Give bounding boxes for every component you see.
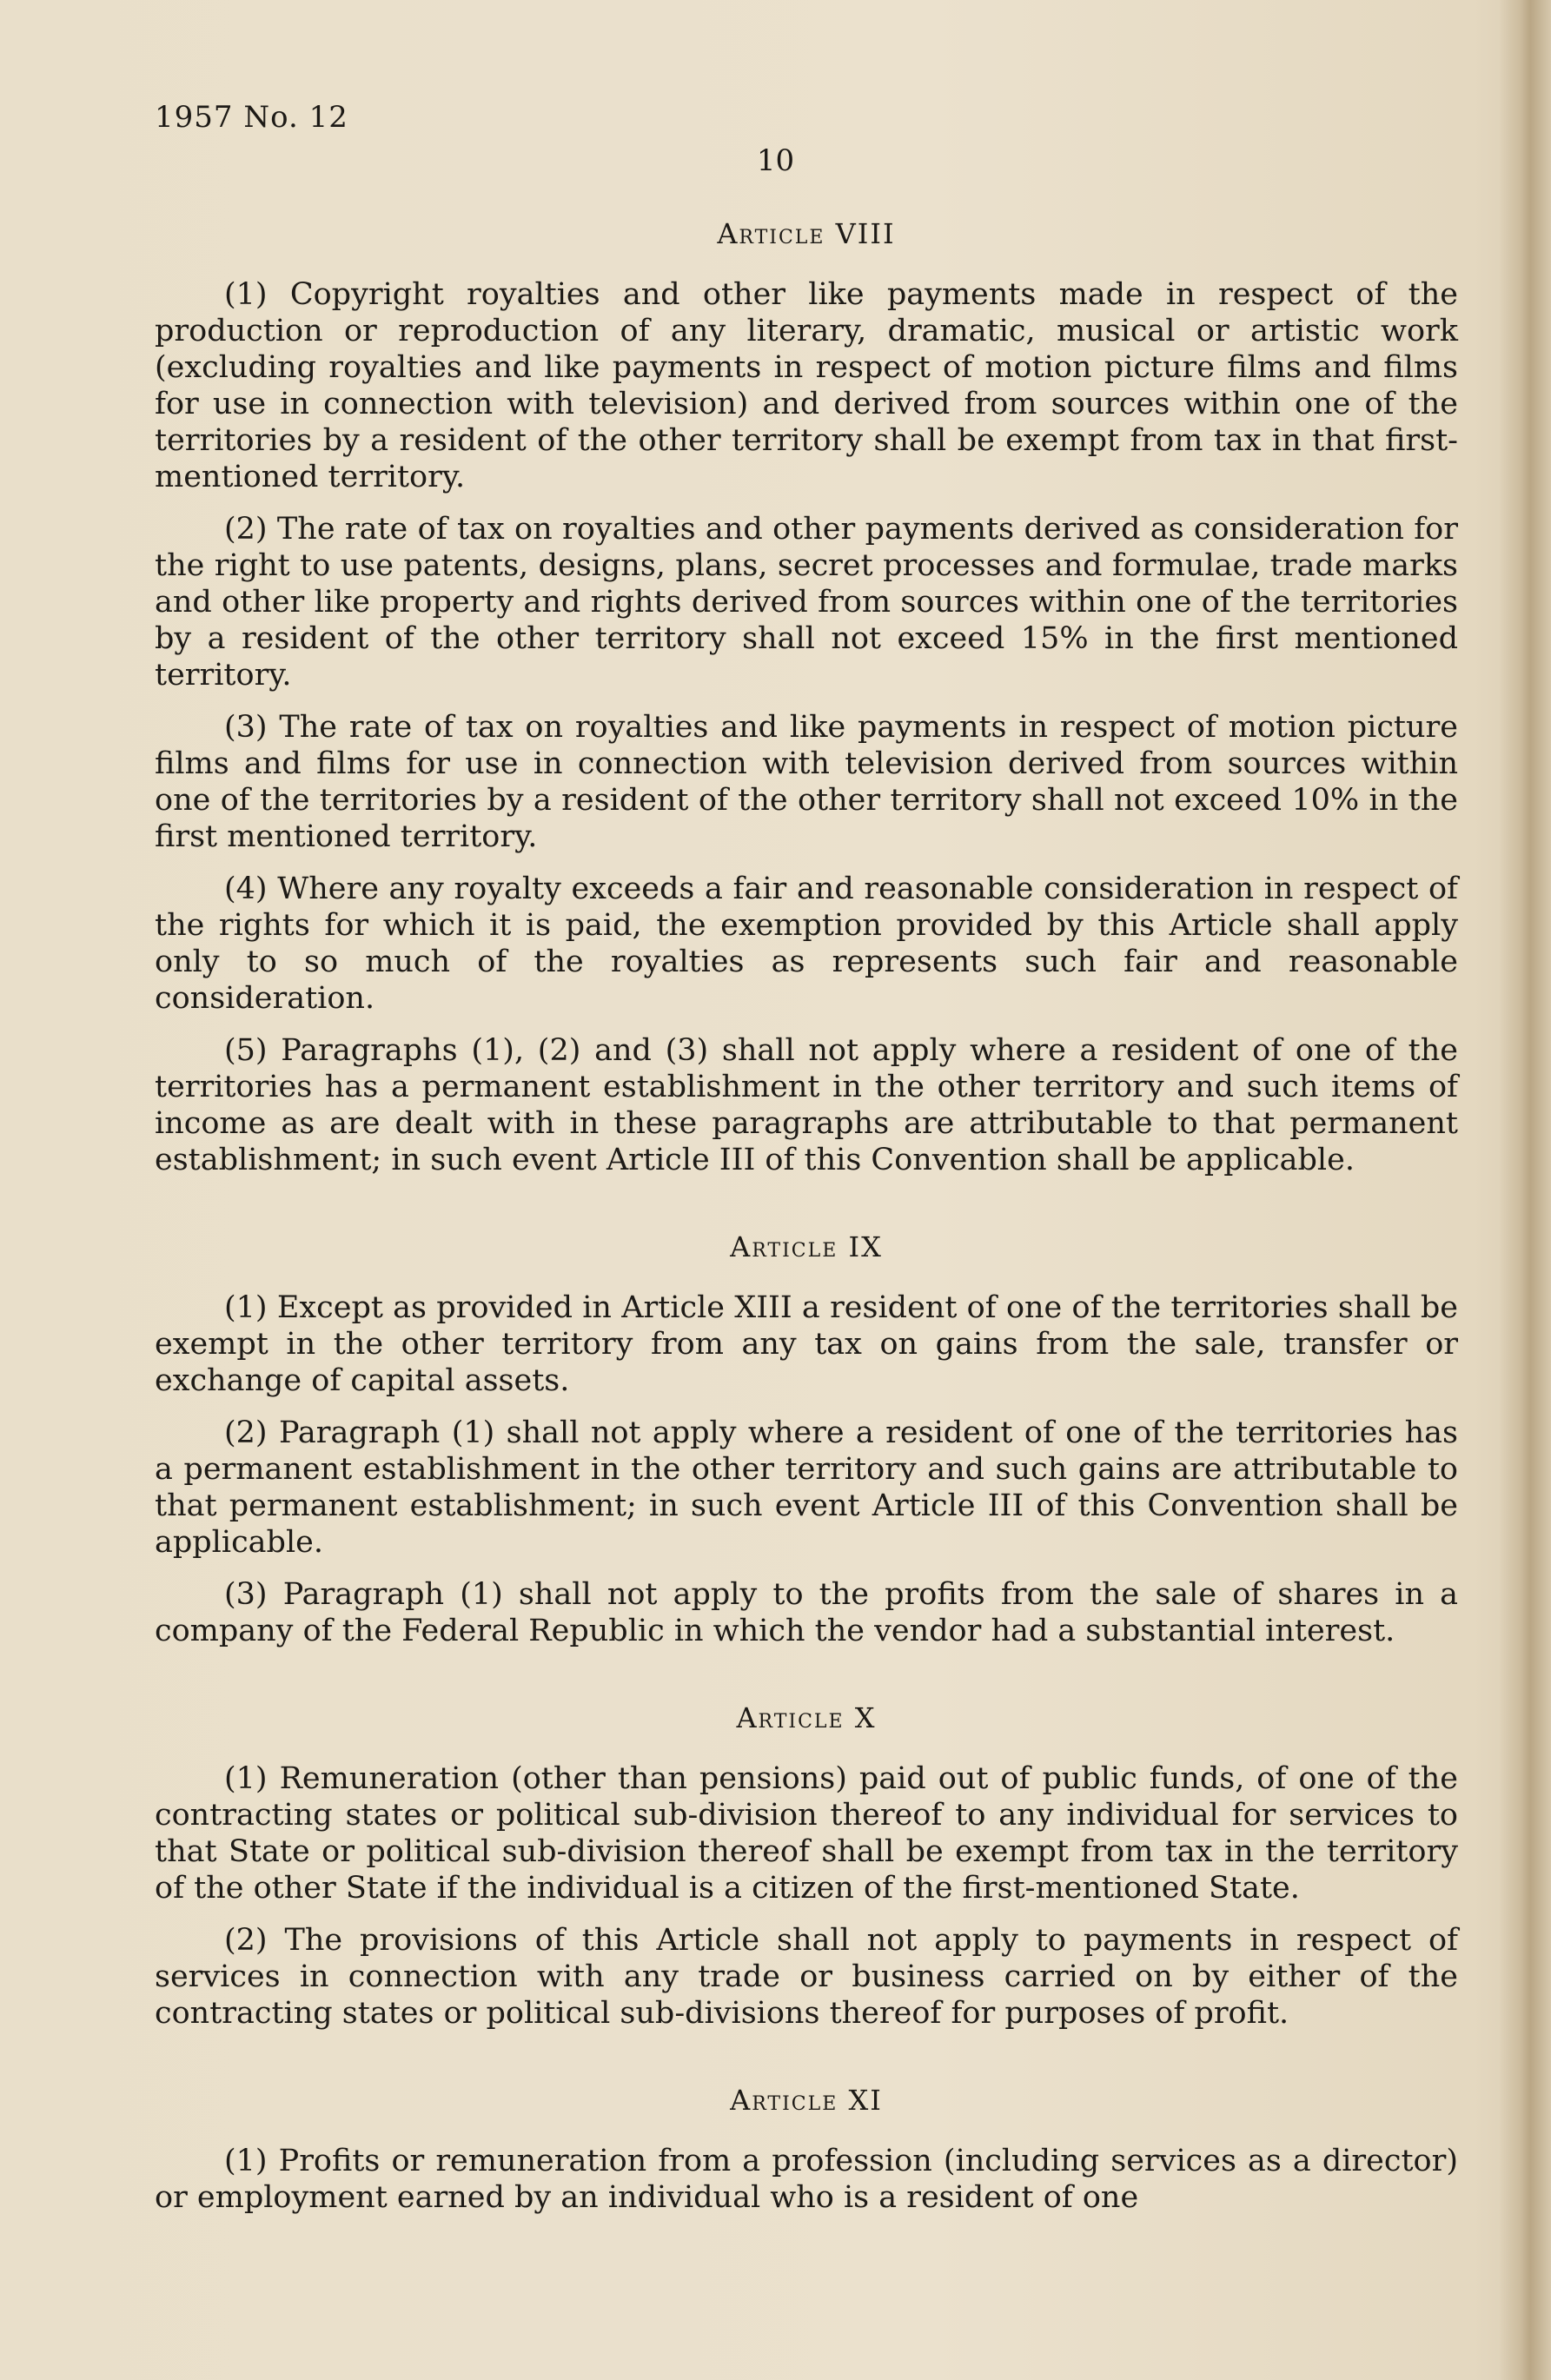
article-heading: Article XI (730, 2084, 883, 2117)
page-number: 10 (756, 143, 795, 178)
article-paragraph: (1) Remuneration (other than pensions) paid out of public funds, of one of the contracting states or political sub-division thereof to any individual for services to that State or political sub-division thereof shall be exempt from tax in the territory of the other State if the individual is a citizen of the first-mentioned State. (155, 1761, 1458, 1906)
article-heading: Article VIII (717, 217, 896, 250)
article-paragraph: (5) Paragraphs (1), (2) and (3) shall not apply where a resident of one of the territories has a permanent establishment in the other territory and such items of income as are dealt with in these paragraphs are attributable to that permanent establishment; in such event Article III of this Convention shall be applicable. (155, 1033, 1458, 1177)
article-paragraph: (2) The provisions of this Article shall not apply to payments in respect of services in connection with any trade or business carried on by either of the contracting states or political sub-divisions thereof for purposes of profit. (155, 1923, 1458, 2031)
document-body (155, 217, 1458, 2231)
article-paragraph: (2) The rate of tax on royalties and other payments derived as consideration for the right to use patents, designs, plans, secret processes and formulae, trade marks and other like property and rights derived from sources within one of the territories by a resident of the other territory shall not exceed 15% in the first mentioned territory. (155, 512, 1458, 693)
article-x (155, 1701, 1458, 2032)
article-paragraph: (3) The rate of tax on royalties and like payments in respect of motion picture films and films for use in connection with television derived from sources within one of the territories by a resident of the other territory shall not exceed 10% in the first mentioned territory. (155, 710, 1458, 854)
article-ix (155, 1230, 1458, 1649)
article-paragraph: (1) Except as provided in Article XIII a resident of one of the territories shall be exempt in the other territory from any tax on gains from the sale, transfer or exchange of capital assets. (155, 1290, 1458, 1398)
page-binding-edge (1499, 0, 1551, 2380)
article-paragraph: (2) Paragraph (1) shall not apply where a resident of one of the territories has a permanent establishment in the other territory and such gains are attributable to that permanent establishment; in such event Article III of this Convention shall be applicable. (155, 1415, 1458, 1560)
article-paragraph: (1) Profits or remuneration from a profession (including services as a director) or employment earned by an individual who is a resident of one (155, 2144, 1458, 2215)
article-paragraph: (3) Paragraph (1) shall not apply to the profits from the sale of shares in a company of the Federal Republic in which the vendor had a substantial interest. (155, 1577, 1458, 1648)
article-viii (155, 217, 1458, 1178)
article-paragraph: (1) Copyright royalties and other like payments made in respect of the production or reproduction of any literary, dramatic, musical or artistic work (excluding royalties and like payments in respect of motion picture films and films for use in connection with television) and derived from sources within one of the territories by a resident of the other territory shall be exempt from tax in that first-mentioned territory. (155, 277, 1458, 494)
article-paragraph: (4) Where any royalty exceeds a fair and reasonable consideration in respect of the rights for which it is paid, the exemption provided by this Article shall apply only to so much of the royalties as represents such fair and reasonable consideration. (155, 872, 1458, 1016)
article-heading: Article X (736, 1701, 877, 1734)
article-heading: Article IX (730, 1230, 883, 1263)
document-reference: 1957 No. 12 (155, 100, 348, 135)
article-xi (155, 2084, 1458, 2216)
